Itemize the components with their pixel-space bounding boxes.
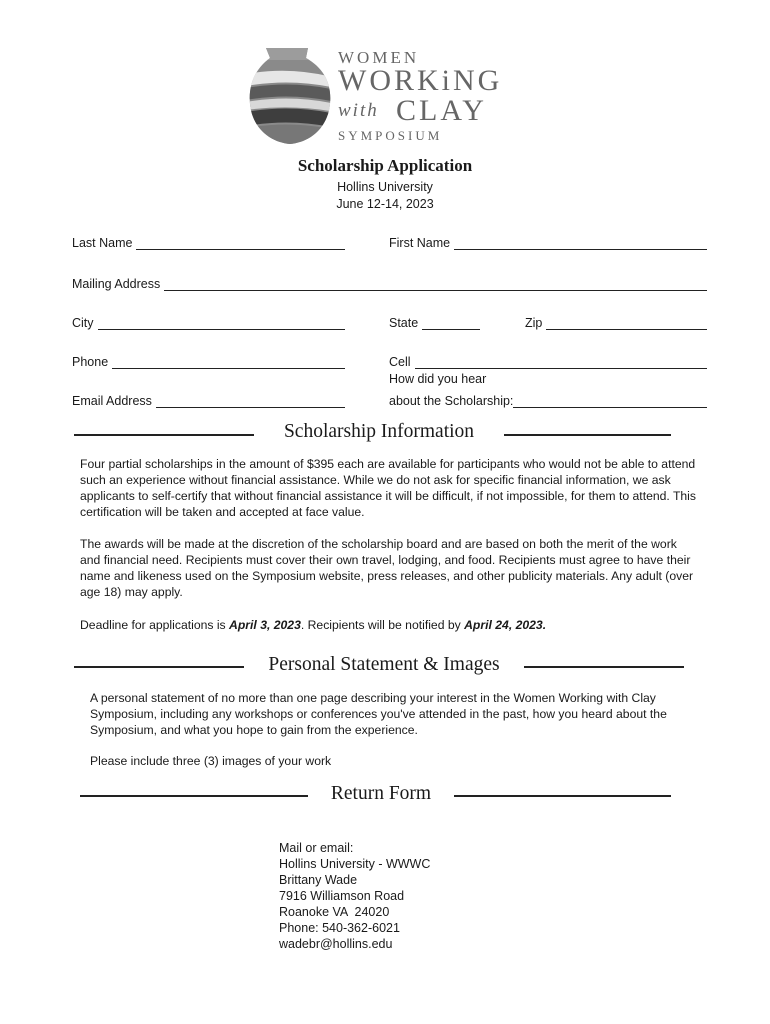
email-line[interactable] xyxy=(156,393,345,408)
venue-text: Hollins University xyxy=(337,180,433,194)
section-rule-left xyxy=(74,434,254,436)
cell-line[interactable] xyxy=(415,354,707,369)
section-rule-left xyxy=(74,666,244,668)
personal-statement-para-1: A personal statement of no more than one page describing your interest in the Women Working with Clay Symposium, including any workshops or conferences you've attended in the past, how you heard about the Symposium, and what you hope to gain from the experience. xyxy=(90,691,667,737)
mailing-address-line[interactable] xyxy=(164,276,707,291)
return-line-name: Brittany Wade xyxy=(279,873,358,887)
state-field[interactable] xyxy=(389,312,480,330)
how-heard-line[interactable] xyxy=(513,393,707,408)
notify-date: April 24, 2023. xyxy=(464,618,547,632)
images-instruction: Please include three (3) images of your work xyxy=(90,754,332,768)
phone-field[interactable] xyxy=(72,351,345,369)
logo-working: WORKiNG xyxy=(338,64,503,97)
deadline-prefix: Deadline for applications is xyxy=(80,618,230,632)
how-heard-field[interactable] xyxy=(389,390,707,408)
scholarship-info-heading: Scholarship Information xyxy=(283,421,475,442)
deadline-mid: . Recipients will be notified by xyxy=(300,618,465,632)
logo-symposium: SYMPOSIUM xyxy=(338,128,443,143)
first-name-label: First Name xyxy=(389,236,451,250)
scholarship-para-1: Four partial scholarships in the amount of $395 each are available for participants who would not be able to attend such an experience without financial assistance. While we do not ask for specific financial information, we ask applicants to self-certify that without financial assistance it will be difficult, if not impossible, for them to attend. This certification will be taken and accepted at face value. xyxy=(80,457,696,519)
logo-women: WOMEN xyxy=(338,48,420,67)
phone-line[interactable] xyxy=(112,354,345,369)
section-rule-right xyxy=(524,666,684,668)
deadline-text xyxy=(80,617,710,633)
zip-label: Zip xyxy=(525,316,543,330)
email-label: Email Address xyxy=(72,394,152,408)
section-rule-right xyxy=(504,434,671,436)
first-name-line[interactable] xyxy=(454,235,707,250)
state-label: State xyxy=(389,316,419,330)
logo-with: with xyxy=(338,100,379,121)
cell-field[interactable] xyxy=(389,351,707,369)
how-heard-label-top: How did you hear xyxy=(389,372,487,386)
city-line[interactable] xyxy=(98,315,345,330)
return-line-phone: Phone: 540-362-6021 xyxy=(279,921,400,935)
zip-line[interactable] xyxy=(546,315,707,330)
last-name-field[interactable] xyxy=(72,232,345,250)
vase-icon xyxy=(246,44,336,146)
return-line-city: Roanoke VA 24020 xyxy=(279,905,390,919)
last-name-line[interactable] xyxy=(136,235,345,250)
first-name-field[interactable] xyxy=(389,232,707,250)
personal-statement-heading: Personal Statement & Images xyxy=(268,654,500,675)
logo-clay: CLAY xyxy=(396,94,487,127)
scholarship-para-2: The awards will be made at the discretion of the scholarship board and are based on both the merit of the work and financial need. Recipients must cover their own travel, lodging, and food. Recipients must agree to have their name and likeness used on the Symposium website, press releases, and other publicity materials. Any adult (over age 18) may apply. xyxy=(80,537,694,599)
mailing-address-field[interactable] xyxy=(72,273,707,291)
how-heard-label: about the Scholarship: xyxy=(389,394,514,408)
city-field[interactable] xyxy=(72,312,345,330)
last-name-label: Last Name xyxy=(72,236,133,250)
email-field[interactable] xyxy=(72,390,345,408)
section-rule-right xyxy=(454,795,671,797)
return-line-org: Hollins University - WWWC xyxy=(279,857,431,871)
symposium-logo xyxy=(246,44,536,146)
section-rule-left xyxy=(80,795,308,797)
return-form-heading: Return Form xyxy=(330,783,432,804)
return-line-email[interactable]: wadebr@hollins.edu xyxy=(279,937,393,951)
deadline-date: April 3, 2023 xyxy=(229,618,301,632)
city-label: City xyxy=(72,316,94,330)
phone-label: Phone xyxy=(72,355,109,369)
page-title: Scholarship Application xyxy=(297,156,473,175)
mailing-address-label: Mailing Address xyxy=(72,277,161,291)
dates-text: June 12-14, 2023 xyxy=(336,197,434,211)
state-line[interactable] xyxy=(422,315,480,330)
return-line-street: 7916 Williamson Road xyxy=(279,889,405,903)
return-line-mail: Mail or email: xyxy=(279,841,354,855)
zip-field[interactable] xyxy=(525,312,707,330)
cell-label: Cell xyxy=(389,355,411,369)
